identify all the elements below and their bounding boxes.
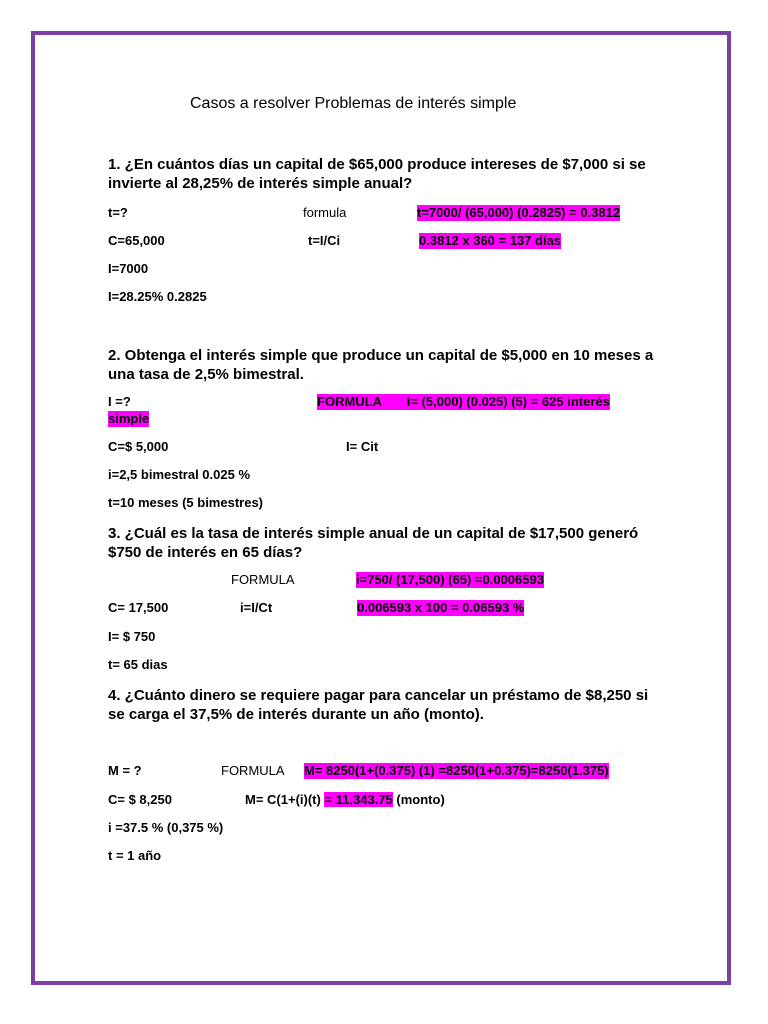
p2-rate: i=2,5 bimestral 0.025 %	[108, 467, 251, 482]
p2-formula-highlight-cont: simple	[108, 411, 150, 426]
p3-c: C= 17,500	[108, 600, 169, 615]
p1-result-highlight: 0.3812 x 360 = 137 días	[419, 233, 562, 248]
p4-rate: i =37.5 % (0,375 %)	[108, 820, 224, 835]
page-title: Casos a resolver Problemas de interés simple	[190, 95, 517, 112]
p4-m: M = ?	[108, 763, 142, 778]
p2-formula: I= Cit	[346, 439, 379, 454]
p1-formula-highlight: t=7000/ (65,000) (0.2825) = 0.3812	[417, 205, 621, 220]
p3-formula: i=I/Ct	[240, 600, 273, 615]
problem-1-question: 1. ¿En cuántos días un capital de $65,000 produce intereses de $7,000 si se invierte al 28,25% de interés simple anual?	[108, 156, 646, 192]
problem-2-question: 2. Obtenga el interés simple que produce un capital de $5,000 en 10 meses a una tasa de 2,5% bimestral.	[108, 347, 654, 383]
p2-t: t=10 meses (5 bimestres)	[108, 495, 264, 510]
problem-3-question: 3. ¿Cuál es la tasa de interés simple anual de un capital de $17,500 generó $750 de interés en 65 días?	[108, 525, 639, 561]
p3-i: I= $ 750	[108, 629, 156, 644]
p1-t: t=?	[108, 205, 128, 220]
p2-formula-highlight: FORMULA I= (5,000) (0.025) (5) = 625 interés	[317, 394, 610, 409]
p4-result-line	[245, 792, 445, 808]
p1-rate: I=28.25% 0.2825	[108, 289, 207, 304]
p4-formula-highlight: M= 8250(1+(0.375) (1) =8250(1+0.375)=8250(1.375)	[304, 763, 609, 778]
p1-i: I=7000	[108, 261, 149, 276]
p2-i: I =?	[108, 394, 131, 409]
p4-formula: M= C(1+(i)(t)	[245, 792, 321, 807]
p4-c: C= $ 8,250	[108, 792, 172, 807]
p3-result-highlight: 0.006593 x 100 = 0.06593 %	[357, 600, 525, 615]
p1-formula: t=I/Ci	[308, 233, 341, 248]
p3-formula-highlight: i=750/ (17,500) (65) =0.0006593	[356, 572, 544, 587]
p2-c: C=$ 5,000	[108, 439, 169, 454]
p4-result-suffix: (monto)	[392, 792, 445, 807]
problem-4-question: 4. ¿Cuánto dinero se requiere pagar para cancelar un préstamo de $8,250 si se carga el 37,5% de interés durante un año (monto).	[108, 687, 649, 723]
p3-t: t= 65 dias	[108, 657, 168, 672]
p1-formula-label: formula	[303, 205, 347, 220]
p4-result-highlight: = 11,343.75	[324, 792, 393, 807]
p4-formula-label: FORMULA	[221, 763, 285, 778]
p4-t: t = 1 año	[108, 848, 162, 863]
p1-c: C=65,000	[108, 233, 165, 248]
p3-formula-label: FORMULA	[231, 572, 295, 587]
